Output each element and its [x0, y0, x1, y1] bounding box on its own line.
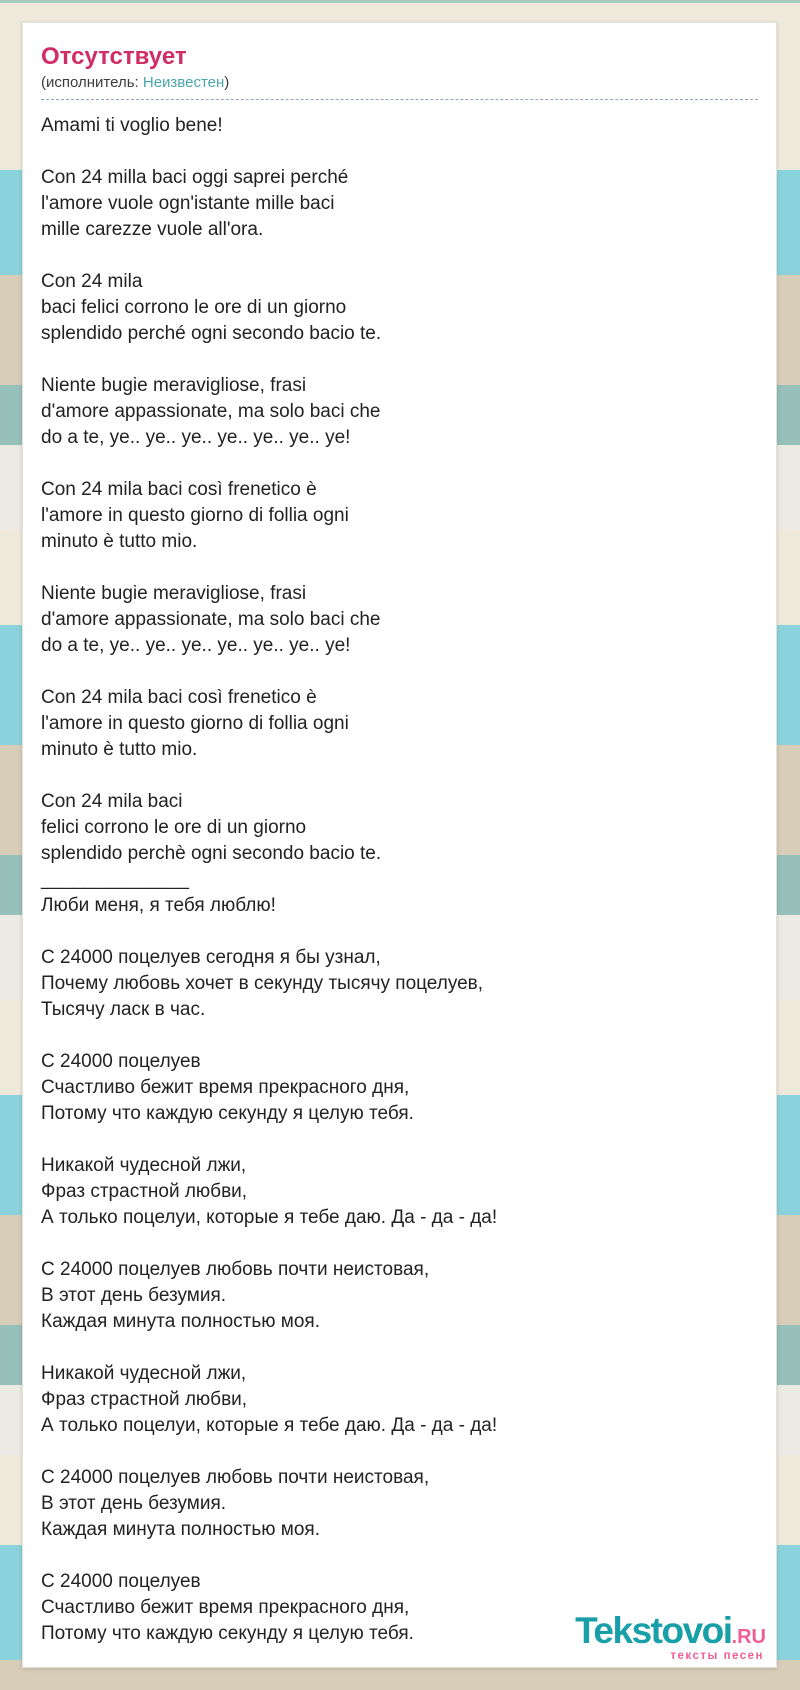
artist-line: [41, 74, 758, 100]
lyrics-line: Фраз страстной любви,: [41, 1181, 248, 1202]
lyrics-line: [41, 1127, 758, 1153]
artist-label: (исполнитель:: [41, 74, 143, 91]
lyrics-line: [41, 1335, 758, 1361]
lyrics-text: [41, 113, 758, 1647]
lyrics-line: Con 24 mila baci: [41, 791, 183, 812]
lyrics-line: Почему любовь хочет в секунду тысячу поцелуев,: [41, 973, 484, 994]
lyrics-line: [41, 659, 758, 685]
lyrics-line: [41, 919, 758, 945]
lyrics-line: Тысячу ласк в час.: [41, 999, 206, 1020]
lyrics-line: do a te, ye.. ye.. ye.. ye.. ye.. ye.. ye!: [41, 635, 351, 656]
lyrics-line: А только поцелуи, которые я тебе даю. Да - да - да!: [41, 1415, 498, 1436]
lyrics-line: Счастливо бежит время прекрасного дня,: [41, 1597, 410, 1618]
lyrics-line: [41, 347, 758, 373]
lyrics-line: splendido perché ogni secondo bacio te.: [41, 323, 382, 344]
lyrics-line: splendido perchè ogni secondo bacio te.: [41, 843, 382, 864]
lyrics-line: В этот день безумия.: [41, 1285, 227, 1306]
lyrics-line: Con 24 mila baci così frenetico è: [41, 687, 317, 708]
lyrics-line: С 24000 поцелуев: [41, 1571, 201, 1592]
site-logo-brand: Tekstovoi: [575, 1609, 732, 1651]
lyrics-line: Потому что каждую секунду я целую тебя.: [41, 1623, 414, 1644]
lyrics-line: С 24000 поцелуев любовь почти неистовая,: [41, 1259, 430, 1280]
lyrics-line: Люби меня, я тебя люблю!: [41, 895, 276, 916]
artist-close-paren: ): [224, 74, 230, 91]
lyrics-line: d'amore appassionate, ma solo baci che: [41, 609, 381, 630]
site-logo[interactable]: [575, 1609, 766, 1663]
site-logo-tld: .RU: [731, 1625, 766, 1648]
page-title: Отсутствует: [41, 43, 187, 70]
lyrics-line: Niente bugie meravigliose, frasi: [41, 375, 307, 396]
artist-link[interactable]: Неизвестен: [142, 74, 225, 91]
lyrics-line: [41, 1439, 758, 1465]
lyrics-line: Каждая минута полностью моя.: [41, 1519, 320, 1540]
lyrics-line: Каждая минута полностью моя.: [41, 1311, 320, 1332]
lyrics-line: Потому что каждую секунду я целую тебя.: [41, 1103, 414, 1124]
lyrics-line: С 24000 поцелуев любовь почти неистовая,: [41, 1467, 430, 1488]
lyrics-line: l'amore vuole ogn'istante mille baci: [41, 193, 335, 214]
lyrics-line: minuto è tutto mio.: [41, 739, 198, 760]
lyrics-line: Con 24 mila: [41, 271, 143, 292]
site-logo-wordmark: [575, 1609, 766, 1651]
lyrics-line: [41, 555, 758, 581]
lyrics-line: С 24000 поцелуев: [41, 1051, 201, 1072]
lyrics-line: minuto è tutto mio.: [41, 531, 198, 552]
lyrics-line: baci felici corrono le ore di un giorno: [41, 297, 347, 318]
lyrics-line: l'amore in questo giorno di follia ogni: [41, 505, 349, 526]
lyrics-line: С 24000 поцелуев сегодня я бы узнал,: [41, 947, 381, 968]
lyrics-line: mille carezze vuole all'ora.: [41, 219, 264, 240]
lyrics-line: [41, 1023, 758, 1049]
lyrics-line: d'amore appassionate, ma solo baci che: [41, 401, 381, 422]
lyrics-line: [41, 243, 758, 269]
content-card: [22, 22, 777, 1668]
lyrics-line: А только поцелуи, которые я тебе даю. Да - да - да!: [41, 1207, 498, 1228]
lyrics-line: Никакой чудесной лжи,: [41, 1363, 247, 1384]
lyrics-line: В этот день безумия.: [41, 1493, 227, 1514]
lyrics-line: Счастливо бежит время прекрасного дня,: [41, 1077, 410, 1098]
lyrics-line: do a te, ye.. ye.. ye.. ye.. ye.. ye.. ye!: [41, 427, 351, 448]
lyrics-line: [41, 763, 758, 789]
lyrics-line: [41, 139, 758, 165]
lyrics-line: l'amore in questo giorno di follia ogni: [41, 713, 349, 734]
lyrics-line: [41, 451, 758, 477]
lyrics-line: felici corrono le ore di un giorno: [41, 817, 307, 838]
lyrics-line: Con 24 mila baci così frenetico è: [41, 479, 317, 500]
lyrics-line: ______________: [41, 869, 189, 890]
lyrics-line: Фраз страстной любви,: [41, 1389, 248, 1410]
lyrics-line: [41, 1543, 758, 1569]
lyrics-line: Amami ti voglio bene!: [41, 115, 223, 136]
site-logo-tagline: тексты песен: [670, 1649, 764, 1662]
lyrics-line: [41, 1231, 758, 1257]
lyrics-line: Никакой чудесной лжи,: [41, 1155, 247, 1176]
lyrics-line: Niente bugie meravigliose, frasi: [41, 583, 307, 604]
lyrics-line: Con 24 milla baci oggi saprei perché: [41, 167, 349, 188]
